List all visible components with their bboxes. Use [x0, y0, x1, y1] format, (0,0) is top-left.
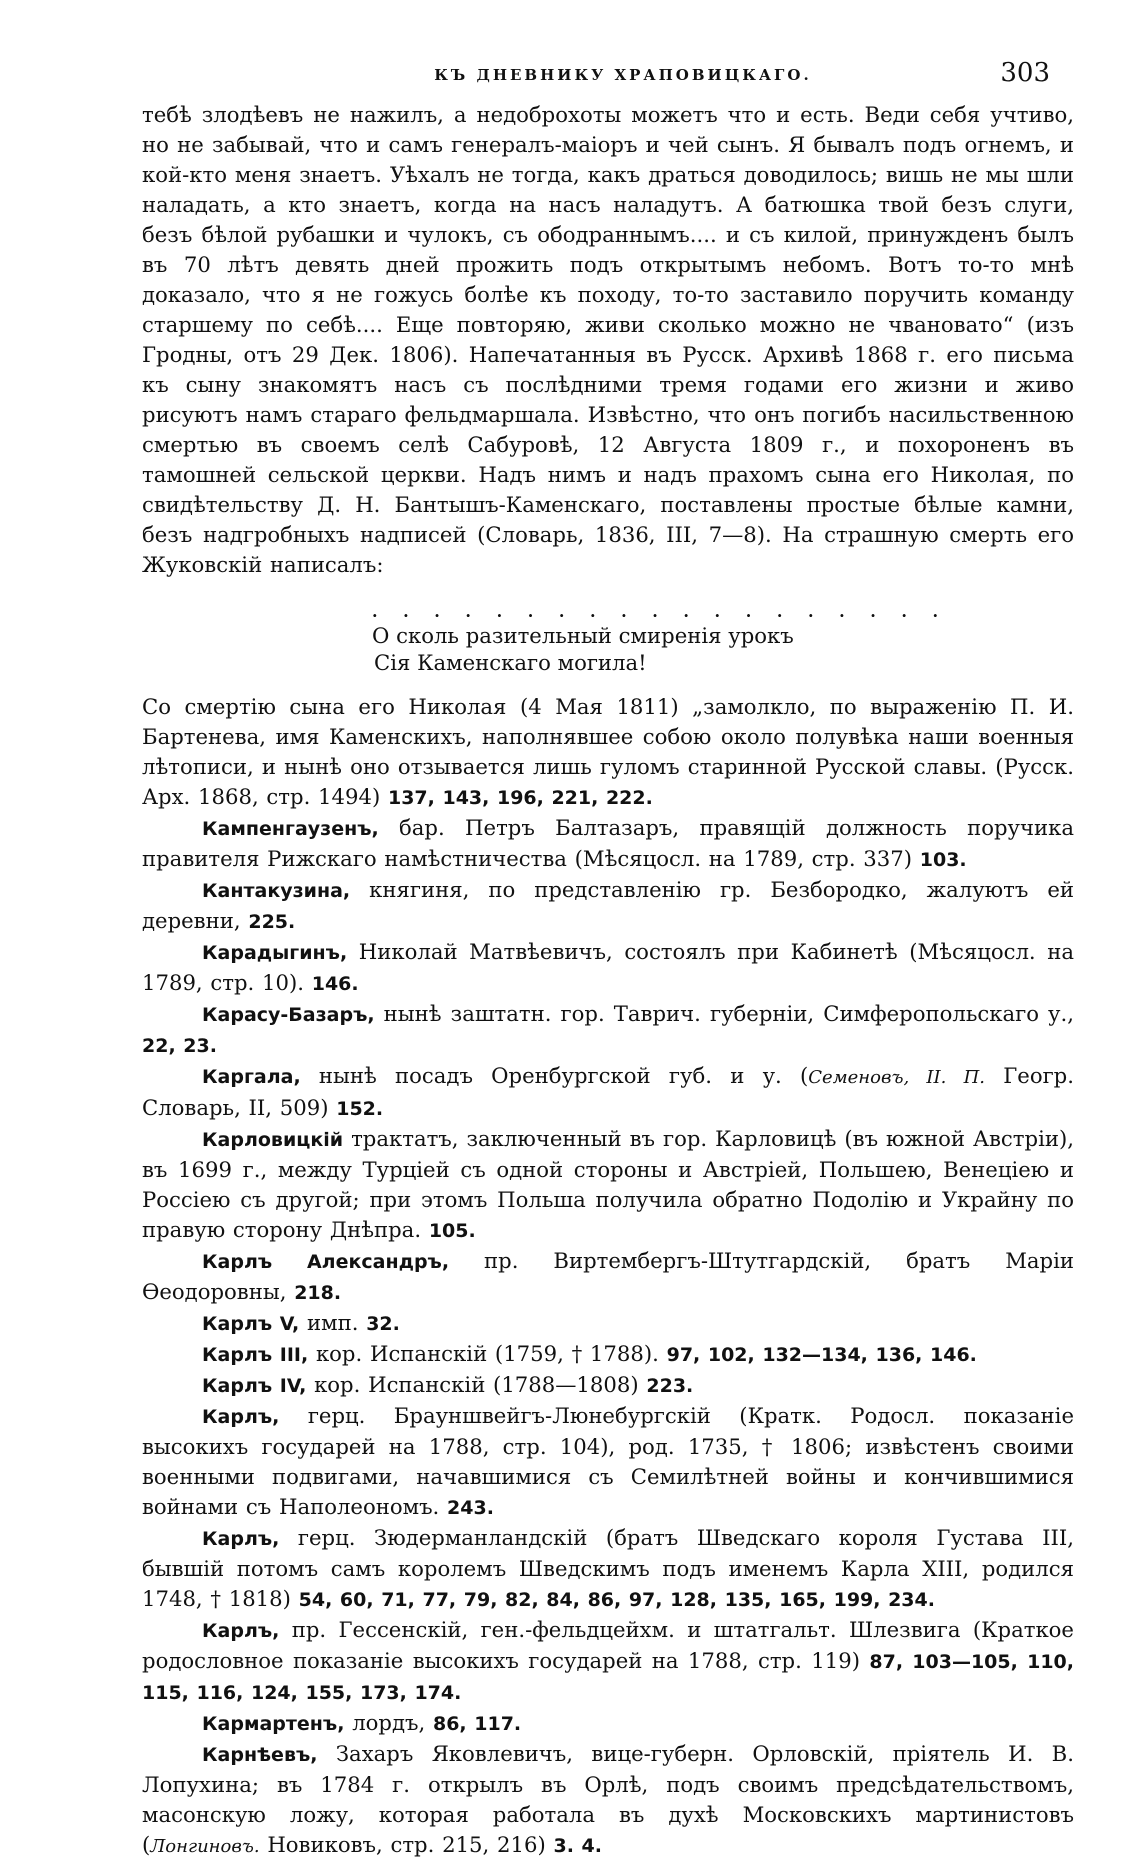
paragraph-text: Со смертію сына его Николая (4 Мая 1811) „замолкло, по выраженію П. И. Бартенева, имя Каменскихъ, наполнявшее собою около полувѣка наши военныя лѣтописи, и нынѣ оно отзывается лишь гуломъ старинной Русской славы. (Русск. Арх. 1868, стр. 1494)	[142, 694, 1074, 809]
index-entry	[142, 1061, 1074, 1124]
entry-description-cont: Геогр. Словарь, II, 509)	[142, 1063, 1074, 1120]
entry-description: нынѣ заштатн. гор. Таврич. губерніи, Симферопольскаго у.,	[383, 1001, 1074, 1026]
entry-headword: Карадыгинъ,	[202, 942, 348, 964]
entry-page-references: 105.	[428, 1220, 476, 1242]
index-entry	[142, 999, 1074, 1061]
entry-headword: Каргала,	[202, 1066, 301, 1088]
index-entry	[142, 1370, 1074, 1401]
entry-description: Захаръ Яковлевичъ, вице-губерн. Орловскій, пріятель И. В. Лопухина; въ 1784 г. открылъ въ Орлѣ, подъ своимъ предсѣдательствомъ, масонскую ложу, которая работала въ духѣ Московскихъ мартинистовъ (	[142, 1741, 1074, 1857]
index-entry	[142, 1246, 1074, 1308]
index-entries	[142, 813, 1074, 1862]
verse-block	[372, 602, 1074, 676]
paragraph-letter: тебѣ злодѣевъ не нажилъ, а недоброхоты можетъ что и есть. Веди себя учтиво, но не забывай, что и самъ генералъ-маіоръ и чей сынъ. Я бывалъ подъ огнемъ, и кой-кто меня знаетъ. Уѣхалъ не тогда, какъ драться доводилось; вишь не мы шли наладать, а кто знаетъ, когда на насъ наладутъ. А батюшка твой безъ слуги, безъ бѣлой рубашки и чулокъ, съ ободраннымъ.... и съ килой, принужденъ былъ въ 70 лѣтъ девять дней прожить подъ открытымъ небомъ. Вотъ то-то мнѣ доказало, что я не гожусь болѣе къ походу, то-то заставило поручить команду старшему по себѣ.... Еще повторяю, живи сколько можно не чвановато“ (изъ Гродны, отъ 29 Дек. 1806). Напечатанныя въ Русск. Архивѣ 1868 г. его письма къ сыну знакомятъ насъ съ послѣдними тремя годами его жизни и живо рисуютъ намъ стараго фельдмаршала. Извѣстно, что онъ погибъ насильственною смертью въ своемъ селѣ Сабуровѣ, 12 Августа 1809 г., и похороненъ въ тамошней сельской церкви. Надъ нимъ и надъ прахомъ сына его Николая, по свидѣтельству Д. Н. Бантышъ-Каменскаго, поставлены простые бѣлые камни, безъ надгробныхъ надписей (Словарь, 1836, III, 7—8). На страшную смерть его Жуковскій написалъ:	[142, 102, 1074, 577]
paragraph-kamensky-end	[142, 692, 1074, 813]
entry-headword: Карлъ V,	[202, 1313, 300, 1335]
page-references: 137, 143, 196, 221, 222.	[387, 787, 653, 809]
entry-page-references: 243.	[447, 1497, 494, 1519]
entry-description: пр. Гессенскій, ген.-фельдцейхм. и штатгальт. Шлезвига (Краткое родословное показаніе высокихъ государей на 1788, стр. 119)	[142, 1617, 1074, 1673]
entry-page-references: 3. 4.	[553, 1835, 602, 1857]
entry-headword: Карлъ Александръ,	[202, 1251, 450, 1273]
entry-headword: Кармартенъ,	[202, 1713, 345, 1735]
entry-description: лордъ,	[352, 1710, 426, 1735]
entry-description: имп.	[306, 1310, 359, 1335]
index-entry	[142, 1401, 1074, 1523]
entry-description: нынѣ посадъ Оренбургской губ. и у. (	[318, 1063, 809, 1088]
entry-description: кор. Испанскій (1759, † 1788).	[315, 1341, 659, 1366]
running-title: КЪ ДНЕВНИКУ ХРАПОВИЦКАГО.	[434, 66, 812, 84]
index-entry	[142, 875, 1074, 937]
index-entry	[142, 1523, 1074, 1615]
entry-headword: Карлъ,	[202, 1620, 280, 1642]
verse-ellipsis: . . . . . . . . . . . . . . . . . . .	[372, 602, 949, 621]
entry-headword: Карасу-Базаръ,	[202, 1004, 375, 1026]
entry-source-author: Лонгиновъ.	[150, 1836, 260, 1857]
entry-headword: Карлъ,	[202, 1406, 280, 1428]
entry-page-references: 218.	[294, 1282, 342, 1304]
entry-page-references: 146.	[311, 973, 359, 995]
entry-headword: Карлъ,	[202, 1528, 280, 1550]
index-entry	[142, 813, 1074, 875]
entry-headword: Карнѣевъ,	[202, 1744, 318, 1766]
index-entry	[142, 1124, 1074, 1246]
entry-headword: Кампенгаузенъ,	[202, 818, 379, 840]
index-entry	[142, 1615, 1074, 1708]
entry-source-author: Семеновъ, II. П.	[808, 1067, 985, 1088]
entry-page-references: 87, 103—105, 110, 115, 116, 124, 155, 173, 174.	[142, 1651, 1074, 1704]
entry-description: герц. Зюдерманландскій (братъ Шведскаго короля Густава III, бывшій потомъ самъ королемъ Шведскимъ подъ именемъ Карла XIII, родился 1748, † 1818)	[142, 1525, 1074, 1611]
entry-description: герц. Брауншвейгъ-Люнебургскій (Кратк. Родосл. показаніе высокихъ государей на 1788, стр. 104), род. 1735, † 1806; извѣстенъ своими военными подвигами, начавшимися съ Семилѣтней войны и кончившимися войнами съ Наполеономъ.	[142, 1403, 1074, 1519]
index-entry	[142, 937, 1074, 999]
entry-description-cont: Новиковъ, стр. 215, 216)	[259, 1832, 546, 1857]
entry-page-references: 86, 117.	[432, 1713, 522, 1735]
entry-page-references: 223.	[646, 1375, 694, 1397]
entry-page-references: 97, 102, 132—134, 136, 146.	[666, 1344, 977, 1366]
entry-page-references: 103.	[919, 849, 967, 871]
entry-page-references: 32.	[366, 1313, 400, 1335]
entry-description: кор. Испанскій (1788—1808)	[314, 1372, 639, 1397]
entry-description: пр. Виртембергъ-Штутгардскій, братъ Маріи Ѳеодоровны,	[142, 1248, 1074, 1304]
entry-headword: Кантакузина,	[202, 880, 351, 902]
entry-description: трактатъ, заключенный въ гор. Карловицѣ (въ южной Австріи), въ 1699 г., между Турціей съ одной стороны и Австріей, Польшею, Венеціею и Россіею съ другой; при этомъ Польша получила обратно Подолію и Украйну по правую сторону Днѣпра.	[142, 1126, 1074, 1242]
entry-page-references: 152.	[336, 1098, 384, 1120]
page-number: 303	[1000, 58, 1050, 88]
entry-description: княгиня, по представленію гр. Безбородко, жалуютъ ей деревни,	[142, 877, 1074, 933]
verse-line: О сколь разительный смиренія урокъ	[372, 623, 794, 648]
entry-headword: Карлъ III,	[202, 1344, 309, 1366]
index-entry	[142, 1339, 1074, 1370]
entry-description: бар. Петръ Балтазаръ, правящій должность поручика правителя Рижскаго намѣстничества (Мѣсяцосл. на 1789, стр. 337)	[142, 815, 1074, 871]
entry-headword: Карлъ IV,	[202, 1375, 307, 1397]
entry-page-references: 54, 60, 71, 77, 79, 82, 84, 86, 97, 128, 135, 165, 199, 234.	[298, 1589, 935, 1611]
index-entry	[142, 1308, 1074, 1339]
entry-headword: Карловицкій	[202, 1129, 344, 1151]
entry-description: Николай Матвѣевичъ, состоялъ при Кабинетѣ (Мѣсяцосл. на 1789, стр. 10).	[142, 939, 1074, 995]
entry-page-references: 22, 23.	[142, 1035, 217, 1057]
page-header	[142, 58, 1074, 98]
index-entry	[142, 1708, 1074, 1739]
index-entry	[142, 1739, 1074, 1862]
verse-line: Сія Каменскаго могила!	[374, 650, 647, 675]
entry-page-references: 225.	[248, 911, 296, 933]
